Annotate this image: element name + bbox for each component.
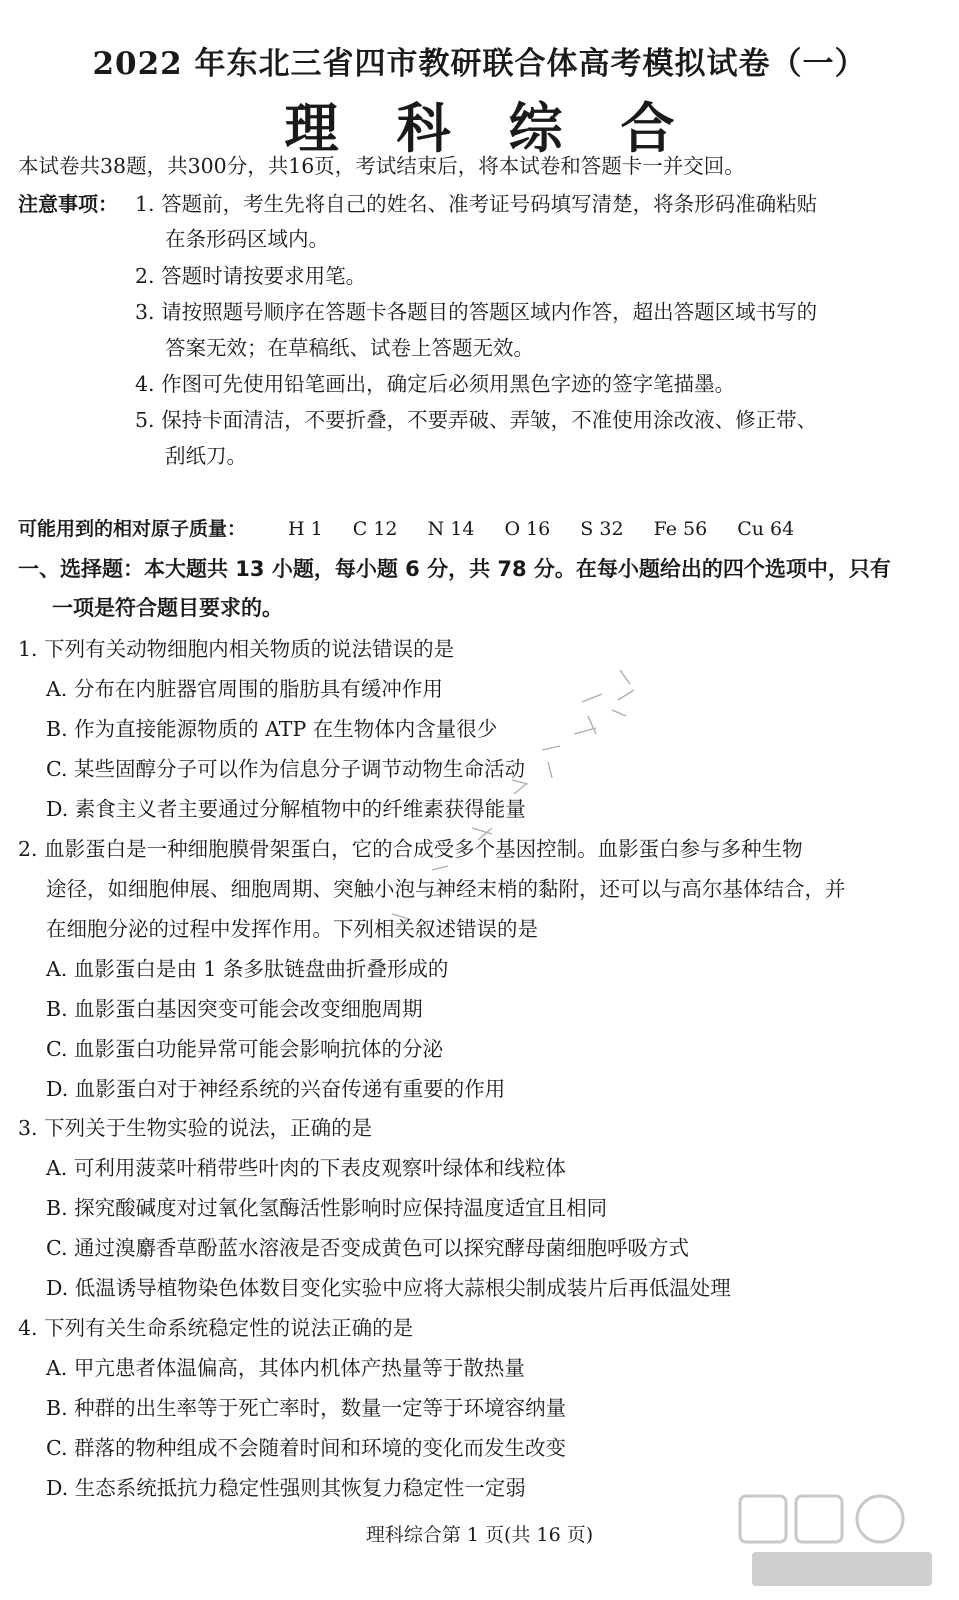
question-2-option-c: C. 血影蛋白功能异常可能会影响抗体的分泌 (46, 1037, 443, 1061)
question-3-stem: 3. 下列关于生物实验的说法，正确的是 (18, 1116, 373, 1140)
notice-item-2: 2. 答题时请按要求用笔。 (135, 264, 367, 288)
question-1-option-c: C. 某些固醇分子可以作为信息分子调节动物生命活动 (46, 757, 525, 781)
page-footer: 理科综合第 1 页(共 16 页) (365, 1524, 594, 1546)
notice-item-1-cont: 在条形码区域内。 (165, 227, 329, 251)
question-1-stem: 1. 下列有关动物细胞内相关物质的说法错误的是 (18, 637, 455, 661)
section-heading-cont: 一项是符合题目要求的。 (52, 596, 283, 620)
question-4-option-b: B. 种群的出生率等于死亡率时，数量一定等于环境容纳量 (46, 1396, 567, 1420)
question-3-option-b: B. 探究酸碱度对过氧化氢酶活性影响时应保持温度适宜且相同 (46, 1196, 608, 1220)
notice-item-1: 1. 答题前，考生先将自己的姓名、准考证号码填写清楚，将条形码准确粘贴 (135, 192, 818, 216)
question-4-stem: 4. 下列有关生命系统稳定性的说法正确的是 (18, 1316, 414, 1340)
atomic-mass-item: N 14 (427, 518, 475, 540)
question-3-option-d: D. 低温诱导植物染色体数目变化实验中应将大蒜根尖制成装片后再低温处理 (46, 1276, 731, 1300)
question-4-option-d: D. 生态系统抵抗力稳定性强则其恢复力稳定性一定弱 (46, 1476, 526, 1500)
notice-label: 注意事项： (18, 192, 118, 216)
notice-item-5-cont: 刮纸刀。 (165, 444, 247, 468)
question-3-option-c: C. 通过溴麝香草酚蓝水溶液是否变成黄色可以探究酵母菌细胞呼吸方式 (46, 1236, 689, 1260)
exam-title: 2022 年东北三省四市教研联合体高考模拟试卷（一） (92, 46, 867, 82)
question-2-option-d: D. 血影蛋白对于神经系统的兴奋传递有重要的作用 (46, 1077, 506, 1101)
atomic-mass-item: C 12 (352, 518, 398, 540)
question-4-option-c: C. 群落的物种组成不会随着时间和环境的变化而发生改变 (46, 1436, 566, 1460)
question-1-option-a: A. 分布在内脏器官周围的脂肪具有缓冲作用 (46, 677, 443, 701)
intro-text: 本试卷共38题，共300分，共16页，考试结束后，将本试卷和答题卡一并交回。 (18, 154, 745, 178)
subject-title: 理科综合 (284, 96, 733, 160)
atomic-masses-list (288, 515, 818, 543)
atomic-masses-label: 可能用到的相对原子质量： (18, 518, 247, 540)
atomic-mass-item: O 16 (504, 518, 551, 540)
question-1-option-d: D. 素食主义者主要通过分解植物中的纤维素获得能量 (46, 797, 526, 821)
notice-item-5: 5. 保持卡面清洁，不要折叠，不要弄破、弄皱，不准使用涂改液、修正带、 (135, 408, 818, 432)
question-2-stem-cont: 在细胞分泌的过程中发挥作用。下列相关叙述错误的是 (46, 917, 538, 941)
question-2-stem-cont: 途径，如细胞伸展、细胞周期、突触小泡与神经末梢的黏附，还可以与高尔基体结合，并 (46, 877, 846, 901)
question-3-option-a: A. 可利用菠菜叶稍带些叶肉的下表皮观察叶绿体和线粒体 (46, 1156, 566, 1180)
section-heading: 一、选择题：本大题共 13 小题，每小题 6 分，共 78 分。在每小题给出的四个选项中，只有 (18, 557, 891, 581)
question-4-option-a: A. 甲亢患者体温偏高，其体内机体产热量等于散热量 (46, 1356, 525, 1380)
notice-item-3: 3. 请按照题号顺序在答题卡各题目的答题区域内作答，超出答题区域书写的 (135, 300, 818, 324)
question-2-option-a: A. 血影蛋白是由 1 条多肽链盘曲折叠形成的 (46, 957, 449, 981)
atomic-mass-item: S 32 (580, 518, 624, 540)
question-2-option-b: B. 血影蛋白基因突变可能会改变细胞周期 (46, 997, 423, 1021)
question-1-option-b: B. 作为直接能源物质的 ATP 在生物体内含量很少 (46, 717, 498, 741)
atomic-mass-item: H 1 (288, 518, 323, 540)
atomic-mass-item: Cu 64 (737, 518, 795, 540)
notice-item-4: 4. 作图可先使用铅笔画出，确定后必须用黑色字迹的签字笔描墨。 (135, 372, 736, 396)
atomic-mass-item: Fe 56 (653, 518, 708, 540)
question-2-stem: 2. 血影蛋白是一种细胞膜骨架蛋白，它的合成受多个基因控制。血影蛋白参与多种生物 (18, 837, 803, 861)
site-logo-watermark (722, 1482, 954, 1600)
notice-item-3-cont: 答案无效；在草稿纸、试卷上答题无效。 (165, 336, 534, 360)
